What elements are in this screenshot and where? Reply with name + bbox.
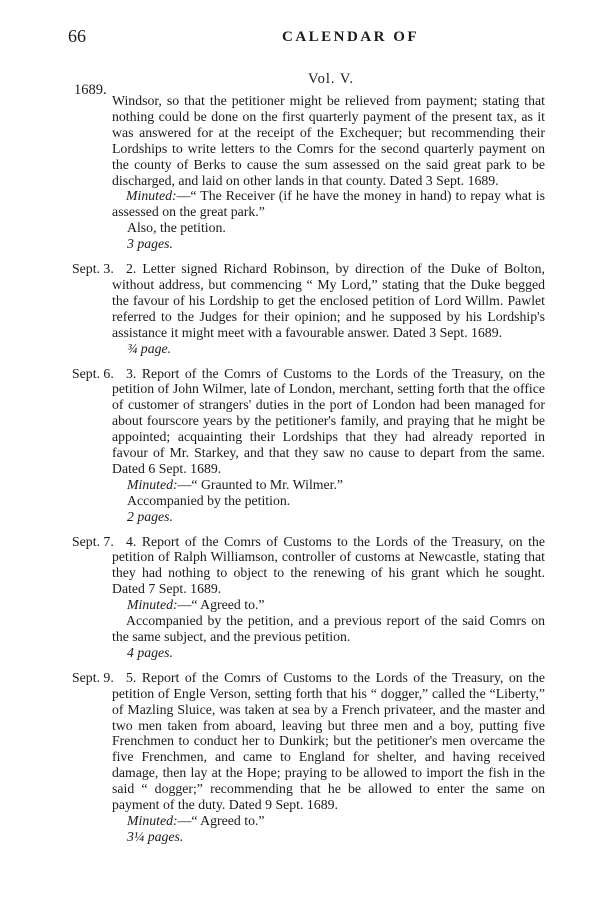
minuted-label: Minuted: — [127, 476, 178, 492]
entry-minuted — [112, 813, 545, 829]
minuted-text: —“ Graunted to Mr. Wilmer.” — [177, 476, 344, 492]
running-title: CALENDAR OF — [282, 29, 420, 45]
calendar-entry — [112, 93, 545, 252]
entry-minuted — [112, 188, 545, 220]
entry-text: 2. Letter signed Richard Robinson, by direction of the Duke of Bolton, without address, but commencing “ My Lord,” stating that the Duke begged the favour of his Lordship to get the enclosed petition of Lord Willm. Pawlet referred to the Judges for their opinion; and he supposed by his Lordship's assistance it might meet with a favourable answer. Dated 3 Sept. 1689. — [112, 261, 545, 340]
calendar-body — [72, 93, 545, 845]
entry-minuted — [112, 477, 545, 493]
entry-date: Sept. 9. — [72, 669, 114, 685]
entry-pages: 4 pages. — [127, 644, 173, 660]
entry-date: Sept. 3. — [72, 261, 114, 277]
calendar-entry — [72, 365, 545, 525]
entry-pages: 3¼ pages. — [127, 828, 184, 844]
entry-accompanied: Accompanied by the petition. — [127, 492, 291, 508]
entry-text: Windsor, so that the petitioner might be relieved from payment; stating that nothing could be done on the first quarterly payment of the present tax, as it was answered for at the receipt of the Exchequer; but recommending their Lordships to write letters to the Comrs for the second quarterly payment on the county of Berks to cause the sum assessed on the said great park to be discharged, and laid on other lands in that county. Dated 3 Sept. 1689. — [112, 93, 545, 188]
entry-date: Sept. 6. — [72, 365, 114, 381]
page-number: 66 — [68, 26, 86, 46]
entry-accompanied: Also, the petition. — [127, 220, 226, 236]
minuted-label: Minuted: — [127, 812, 178, 828]
year-marker: 1689. — [74, 82, 107, 98]
minuted-text: —“ Agreed to.” — [177, 812, 265, 828]
calendar-entry — [72, 261, 545, 356]
minuted-label: Minuted: — [126, 188, 177, 204]
volume-label: Vol. V. — [308, 71, 355, 87]
entry-pages: ¾ page. — [127, 340, 172, 356]
entry-pages: 2 pages. — [127, 508, 173, 524]
entry-date: Sept. 7. — [72, 533, 114, 549]
entry-minuted — [112, 597, 545, 613]
entry-pages: 3 pages. — [127, 236, 173, 252]
minuted-label: Minuted: — [127, 597, 178, 613]
entry-accompanied: Accompanied by the petition, and a previous report of the said Comrs on the same subject, and the previous petition. — [112, 613, 545, 644]
entry-text: 5. Report of the Comrs of Customs to the Lords of the Treasury, on the petition of Engle Verson, setting forth that his “ dogger,” called the “Liberty,” of Mazling Sluice, was taken at sea by a French privateer, and the master and two men taken from aboard, leaving but three men and a boy, putting five Frenchmen to conduct her to Dunkirk; but the petitioner's men overcame the five Frenchmen, and came to England for shelter, and having received damage, then lay at the Hope; praying to be allowed to import the fish in the said “ dogger;” recommending that he be allowed to enter the same on payment of the duty. Dated 9 Sept. 1689. — [112, 669, 545, 813]
entry-text: 4. Report of the Comrs of Customs to the Lords of the Treasury, on the petition of Ralph Williamson, controller of customs at Newcastle, stating that they had nothing to object to the renewing of his grant which he sought. Dated 7 Sept. 1689. — [112, 533, 545, 597]
minuted-text: —“ Agreed to.” — [177, 597, 265, 613]
minuted-text: —“ The Receiver (if he have the money in hand) to repay what is assessed on the great park.” — [112, 188, 545, 220]
entry-text: 3. Report of the Comrs of Customs to the Lords of the Treasury, on the petition of John Wilmer, late of London, merchant, setting forth that the office of customer of strangers' duties in the port of London had been managed for about fourscore years by the petitioner's family, and praying that he might be appointed; acquainting their Lordships that they had already reported in favour of Mr. Starkey, and that they saw no cause to depart from the same. Dated 6 Sept. 1689. — [112, 365, 545, 476]
calendar-entry — [72, 669, 545, 845]
calendar-entry — [72, 533, 545, 661]
